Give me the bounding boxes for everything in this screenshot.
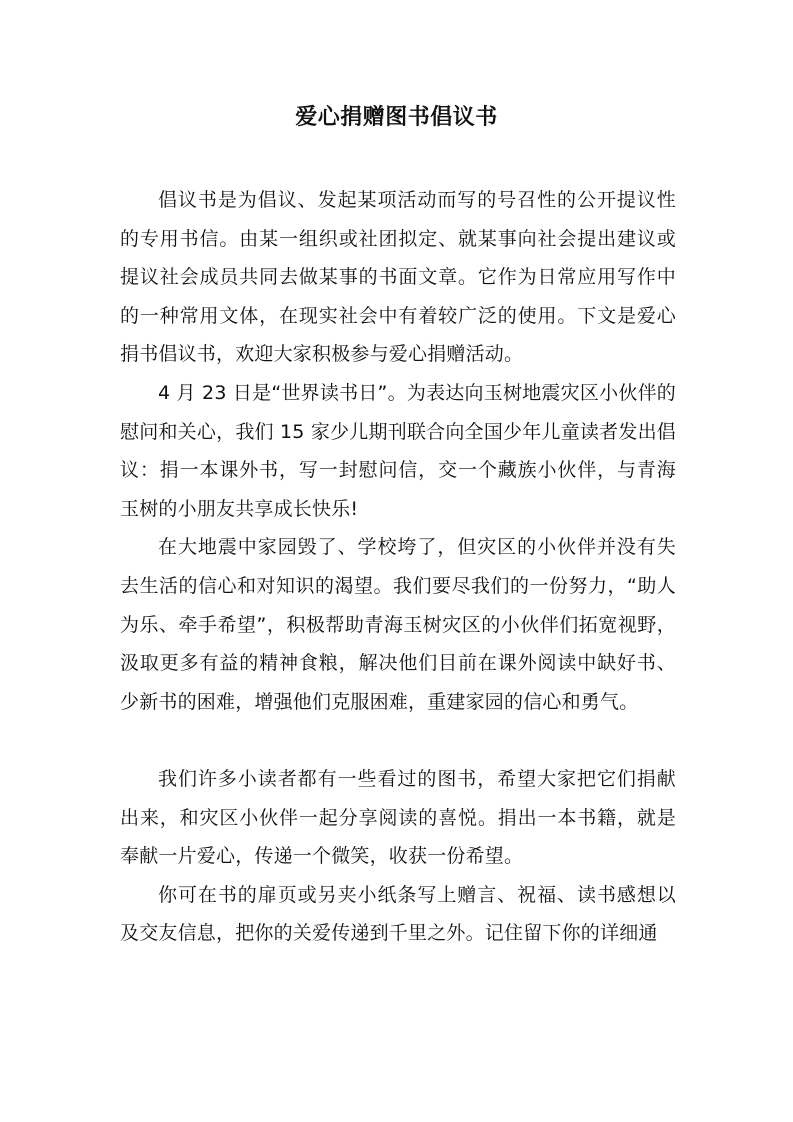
paragraph-earthquake: 在大地震中家园毁了、学校垮了，但灾区的小伙伴并没有失去生活的信心和对知识的渴望。我们要尽我们的一份努力，“助人为乐、牵手希望”，积极帮助青海玉树灾区的小伙伴们拓宽视野，汲取更多有益的精神食粮，解决他们目前在课外阅读中缺好书、少新书的困难，增强他们克服困难，重建家园的信心和勇气。 (120, 536, 676, 713)
document-body (120, 181, 676, 953)
document-title: 爱心捐赠图书倡议书 (295, 105, 498, 130)
paragraph-intro: 倡议书是为倡议、发起某项活动而写的号召性的公开提议性的专用书信。由某一组织或社团拟定、就某事向社会提出建议或提议社会成员共同去做某事的书面文章。它作为日常应用写作中的一种常用文体，在现实社会中有着较广泛的使用。下文是爱心捐书倡议书，欢迎大家积极参与爱心捐赠活动。 (120, 189, 676, 366)
paragraph-message-instructions: 你可在书的扉页或另夹小纸条写上赠言、祝福、读书感想以及交友信息，把你的关爱传递到千里之外。记住留下你的详细通 (120, 883, 676, 945)
paragraph-donate-books: 我们许多小读者都有一些看过的图书，希望大家把它们捐献出来，和灾区小伙伴一起分享阅读的喜悦。捐出一本书籍，就是奉献一片爱心，传递一个微笑，收获一份希望。 (120, 767, 676, 868)
paragraph-world-book-day: 4 月 23 日是“世界读书日”。为表达向玉树地震灾区小伙伴的慰问和关心，我们 15 家少儿期刊联合向全国少年儿童读者发出倡议：捐一本课外书，写一封慰问信，交一个藏族小伙伴，与青海玉树的小朋友共享成长快乐! (120, 381, 676, 520)
